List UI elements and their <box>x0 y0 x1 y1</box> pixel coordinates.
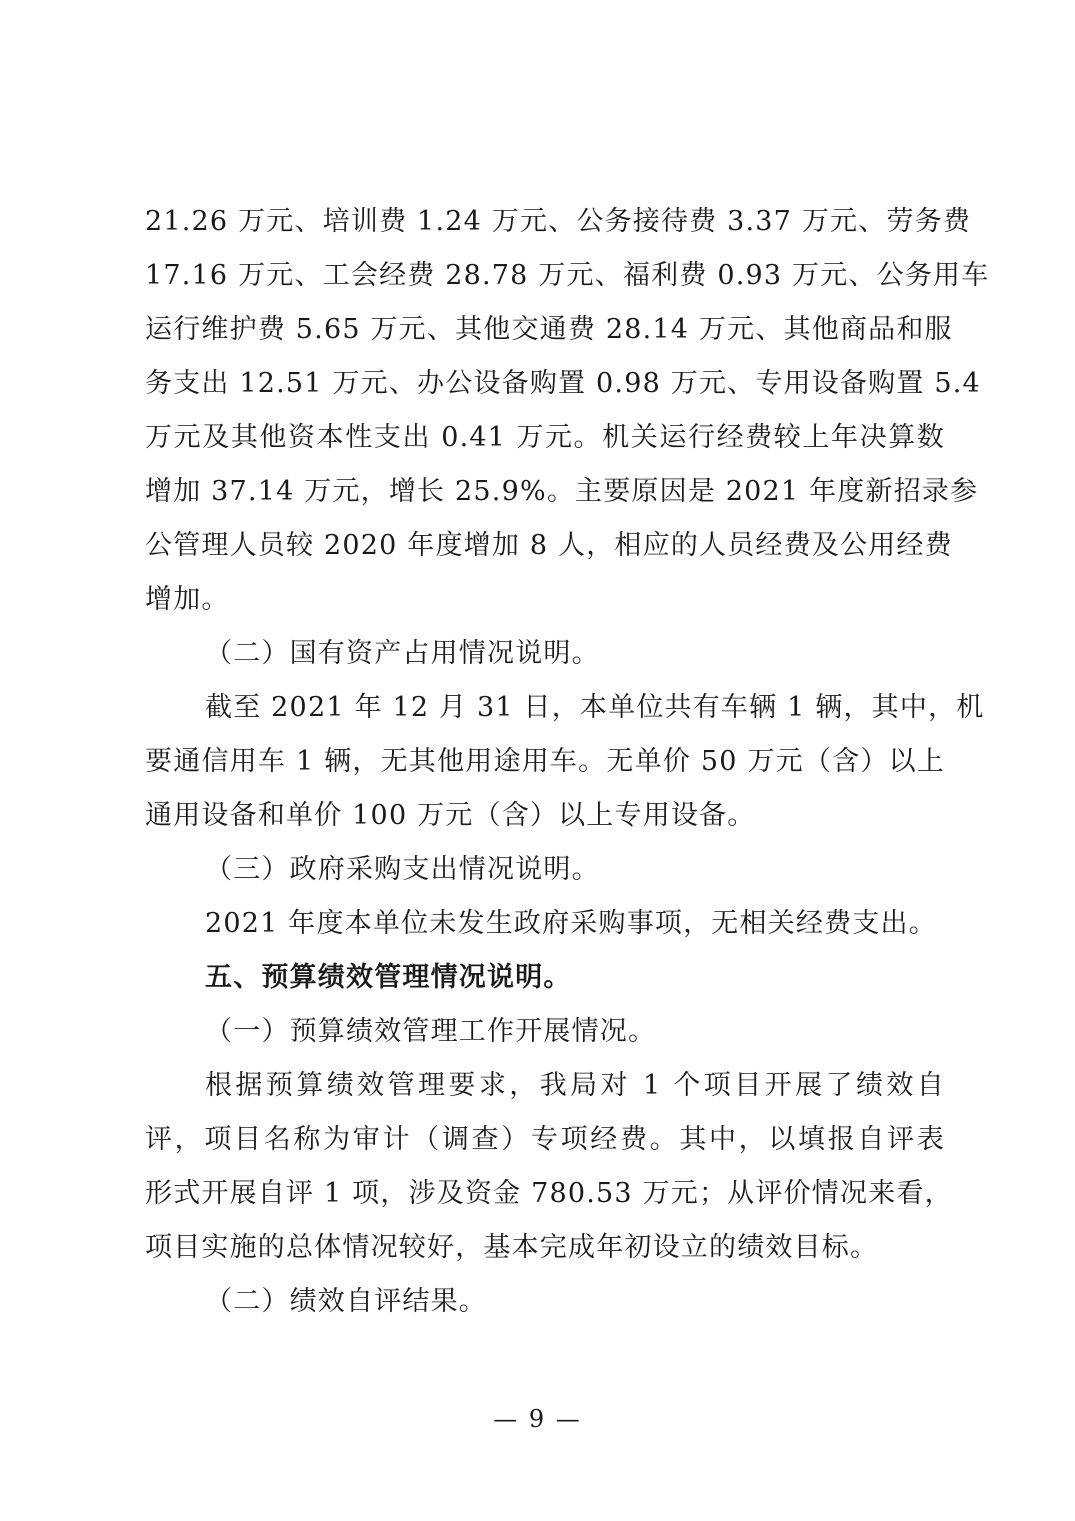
body-text-line: 2021 年度本单位未发生政府采购事项，无相关经费支出。 <box>205 908 937 939</box>
section-subheading: （三）政府采购支出情况说明。 <box>205 854 600 885</box>
body-text-line: 务支出 12.51 万元、办公设备购置 0.98 万元、专用设备购置 5.4 <box>145 368 981 399</box>
page-number: — 9 — <box>493 1405 582 1433</box>
body-text-line: 形式开展自评 1 项，涉及资金 780.53 万元；从评价情况来看， <box>145 1178 953 1209</box>
body-text-line: 21.26 万元、培训费 1.24 万元、公务接待费 3.37 万元、劳务费 <box>145 206 972 237</box>
body-text-line: 根据预算绩效管理要求，我局对 1 个项目开展了绩效自 <box>205 1070 945 1101</box>
body-text-line: 通用设备和单价 100 万元（含）以上专用设备。 <box>145 800 756 831</box>
section-heading: 五、预算绩效管理情况说明。 <box>205 962 572 993</box>
body-text-line: 项目实施的总体情况较好，基本完成年初设立的绩效目标。 <box>145 1232 879 1263</box>
body-text-line: 截至 2021 年 12 月 31 日，本单位共有车辆 1 辆，其中，机 <box>205 692 985 723</box>
section-subheading: （二）绩效自评结果。 <box>205 1286 487 1317</box>
body-text-line: 增加。 <box>145 584 230 615</box>
body-text-line: 增加 37.14 万元，增长 25.9%。主要原因是 2021 年度新招录参 <box>145 476 979 507</box>
body-text-line: 评，项目名称为审计（调查）专项经费。其中，以填报自评表 <box>145 1124 945 1155</box>
body-text-line: 公管理人员较 2020 年度增加 8 人，相应的人员经费及公用经费 <box>145 530 953 561</box>
body-text-line: 万元及其他资本性支出 0.41 万元。机关运行经费较上年决算数 <box>145 422 945 453</box>
body-text-line: 运行维护费 5.65 万元、其他交通费 28.14 万元、其他商品和服 <box>145 314 953 345</box>
body-text-line: 17.16 万元、工会经费 28.78 万元、福利费 0.93 万元、公务用车 <box>145 260 990 291</box>
section-subheading: （二）国有资产占用情况说明。 <box>205 638 600 669</box>
section-subheading: （一）预算绩效管理工作开展情况。 <box>205 1016 657 1047</box>
body-text-line: 要通信用车 1 辆，无其他用途用车。无单价 50 万元（含）以上 <box>145 746 945 777</box>
